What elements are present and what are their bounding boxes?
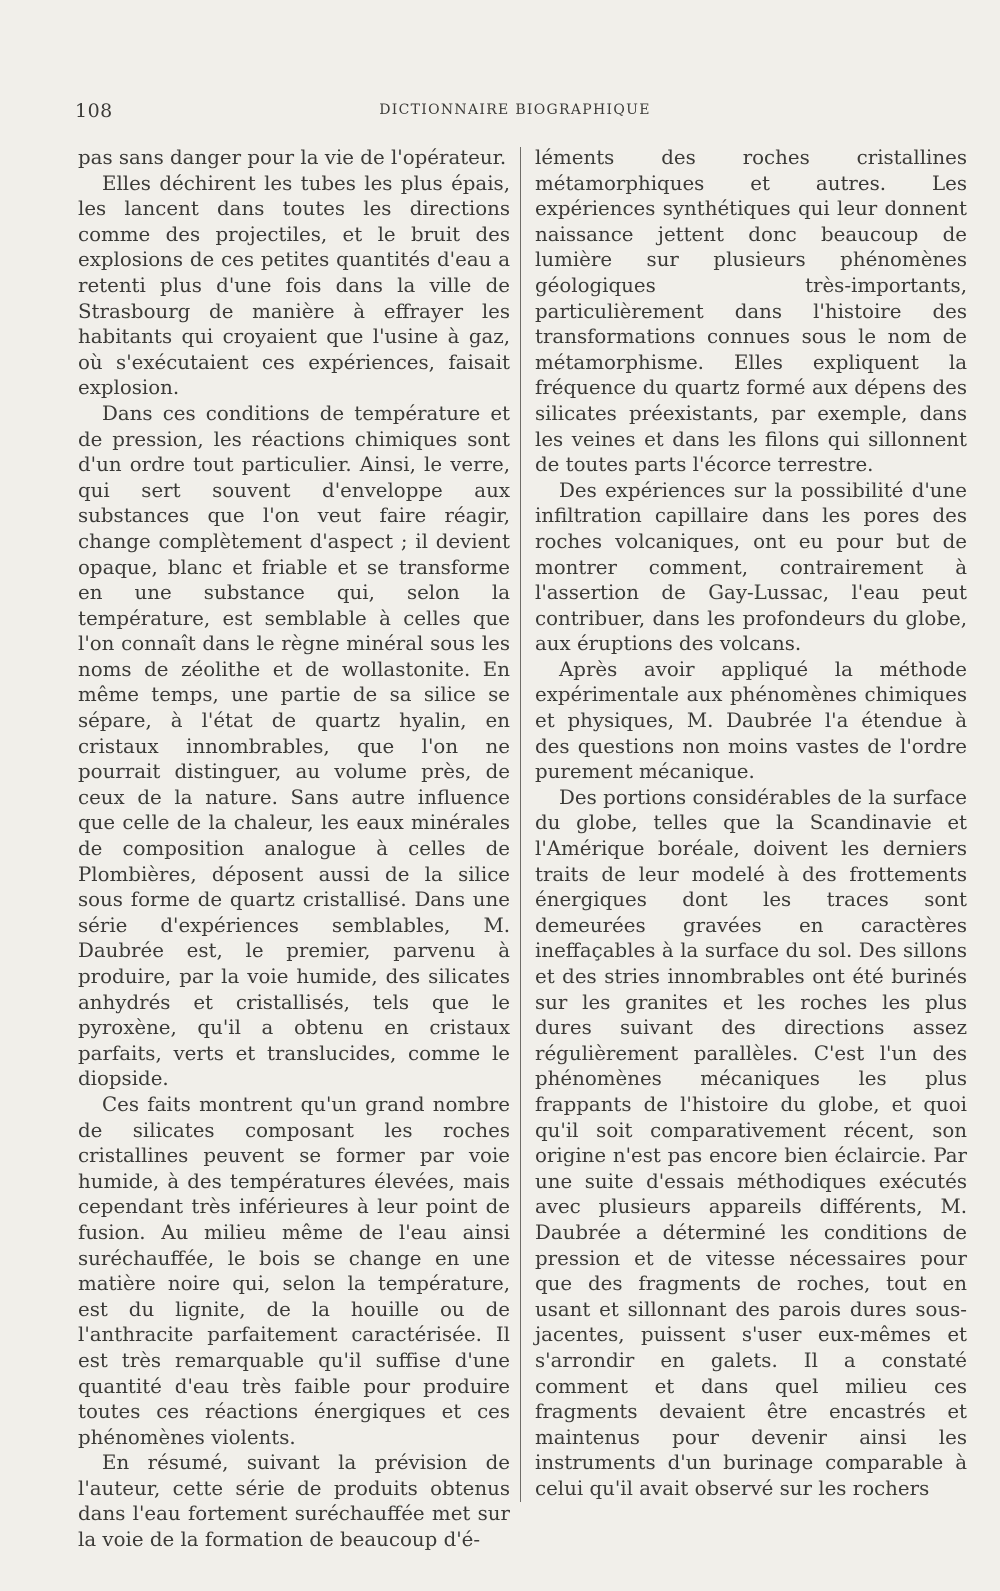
paragraph: Dans ces conditions de température et de pression, les réactions chimiques sont d'un ordre tout particulier. Ainsi, le verre, qui sert souvent d'enveloppe aux substances que l'on veut faire réagir, change complètement d'aspect ; il devient opaque, blanc et friable et se transforme en une substance qui, selon la température, est semblable à celles que l'on connaît dans le règne minéral sous les noms de zéolithe et de wollastonite. En même temps, une partie de sa silice se sépare, à l'état de quartz hyalin, en cristaux innombrables, que l'on ne pourrait distinguer, au volume près, de ceux de la nature. Sans autre influence que celle de la chaleur, les eaux minérales de composition analogue à celles de Plombières, déposent aussi de la silice sous forme de quartz cristallisé. Dans une série d'expériences semblables, M. Daubrée est, le premier, parvenu à produire, par la voie humide, des silicates anhydrés et cristallisés, tels que le pyroxène, qu'il a obtenu en cristaux parfaits, verts et translucides, comme le diopside. [78,401,510,1091]
right-column [535,145,967,1501]
paragraph: léments des roches cristallines métamorphiques et autres. Les expériences synthétiques qui leur donnent naissance jettent donc beaucoup de lumière sur plusieurs phénomènes géologiques très-importants, particulièrement dans l'histoire des transformations connues sous le nom de métamorphisme. Elles expliquent la fréquence du quartz formé aux dépens des silicates préexistants, par exemple, dans les veines et dans les filons qui sillonnent de toutes parts l'écorce terrestre. [535,146,967,477]
left-column [78,145,510,1553]
paragraph: pas sans danger pour la vie de l'opérateur. [78,146,507,169]
column-divider [520,147,521,1502]
paragraph: Des expériences sur la possibilité d'une infiltration capillaire dans les pores des roches volcaniques, ont eu pour but de montrer comment, contrairement à l'assertion de Gay-Lussac, l'eau peut contribuer, dans les profondeurs du globe, aux éruptions des volcans. [535,478,967,656]
paragraph: Ces faits montrent qu'un grand nombre de silicates composant les roches cristallines peuvent se former par voie humide, à des températures élevées, mais cependant très inférieures à leur point de fusion. Au milieu même de l'eau ainsi suréchauffée, le bois se change en une matière noire qui, selon la température, est du lignite, de la houille ou de l'anthracite parfaitement caractérisée. Il est très remarquable qu'il suffise d'une quantité d'eau très faible pour produire toutes ces réactions énergiques et ces phénomènes violents. [78,1092,510,1449]
running-title: DICTIONNAIRE BIOGRAPHIQUE [379,102,651,118]
paragraph: Après avoir appliqué la méthode expérimentale aux phénomènes chimiques et physiques, M. Daubrée l'a étendue à des questions non moins vastes de l'ordre purement mécanique. [535,657,967,784]
paragraph: Elles déchirent les tubes les plus épais, les lancent dans toutes les directions comme des projectiles, et le bruit des explosions de ces petites quantités d'eau a retenti plus d'une fois dans la ville de Strasbourg de manière à effrayer les habitants qui croyaient que l'usine à gaz, où s'exécutaient ces expériences, faisait explosion. [78,171,510,400]
page-header [75,100,955,124]
page-number: 108 [75,100,113,122]
paragraph: En résumé, suivant la prévision de l'auteur, cette série de produits obtenus dans l'eau fortement suréchauffée met sur la voie de la formation de beaucoup d'é- [78,1451,510,1552]
paragraph: Des portions considérables de la surface du globe, telles que la Scandinavie et l'Amérique boréale, doivent les derniers traits de leur modelé à des frottements énergiques dont les traces sont demeurées gravées en caractères ineffaçables à la surface du sol. Des sillons et des stries innombrables ont été burinés sur les granites et les roches les plus dures suivant des directions assez régulièrement parallèles. C'est l'un des phénomènes mécaniques les plus frappants de l'histoire du globe, et quoi qu'il soit comparativement récent, son origine n'est pas encore bien éclaircie. Par une suite d'essais méthodiques exécutés avec plusieurs appareils différents, M. Daubrée a déterminé les conditions de pression et de vitesse nécessaires pour que des fragments de roches, tout en usant et sillonnant des parois dures sous-jacentes, puissent s'user eux-mêmes et s'arrondir en galets. Il a constaté comment et dans quel milieu ces fragments devaient être encastrés et maintenus pour devenir ainsi les instruments d'un burinage comparable à celui qu'il avait observé sur les rochers [535,785,967,1500]
